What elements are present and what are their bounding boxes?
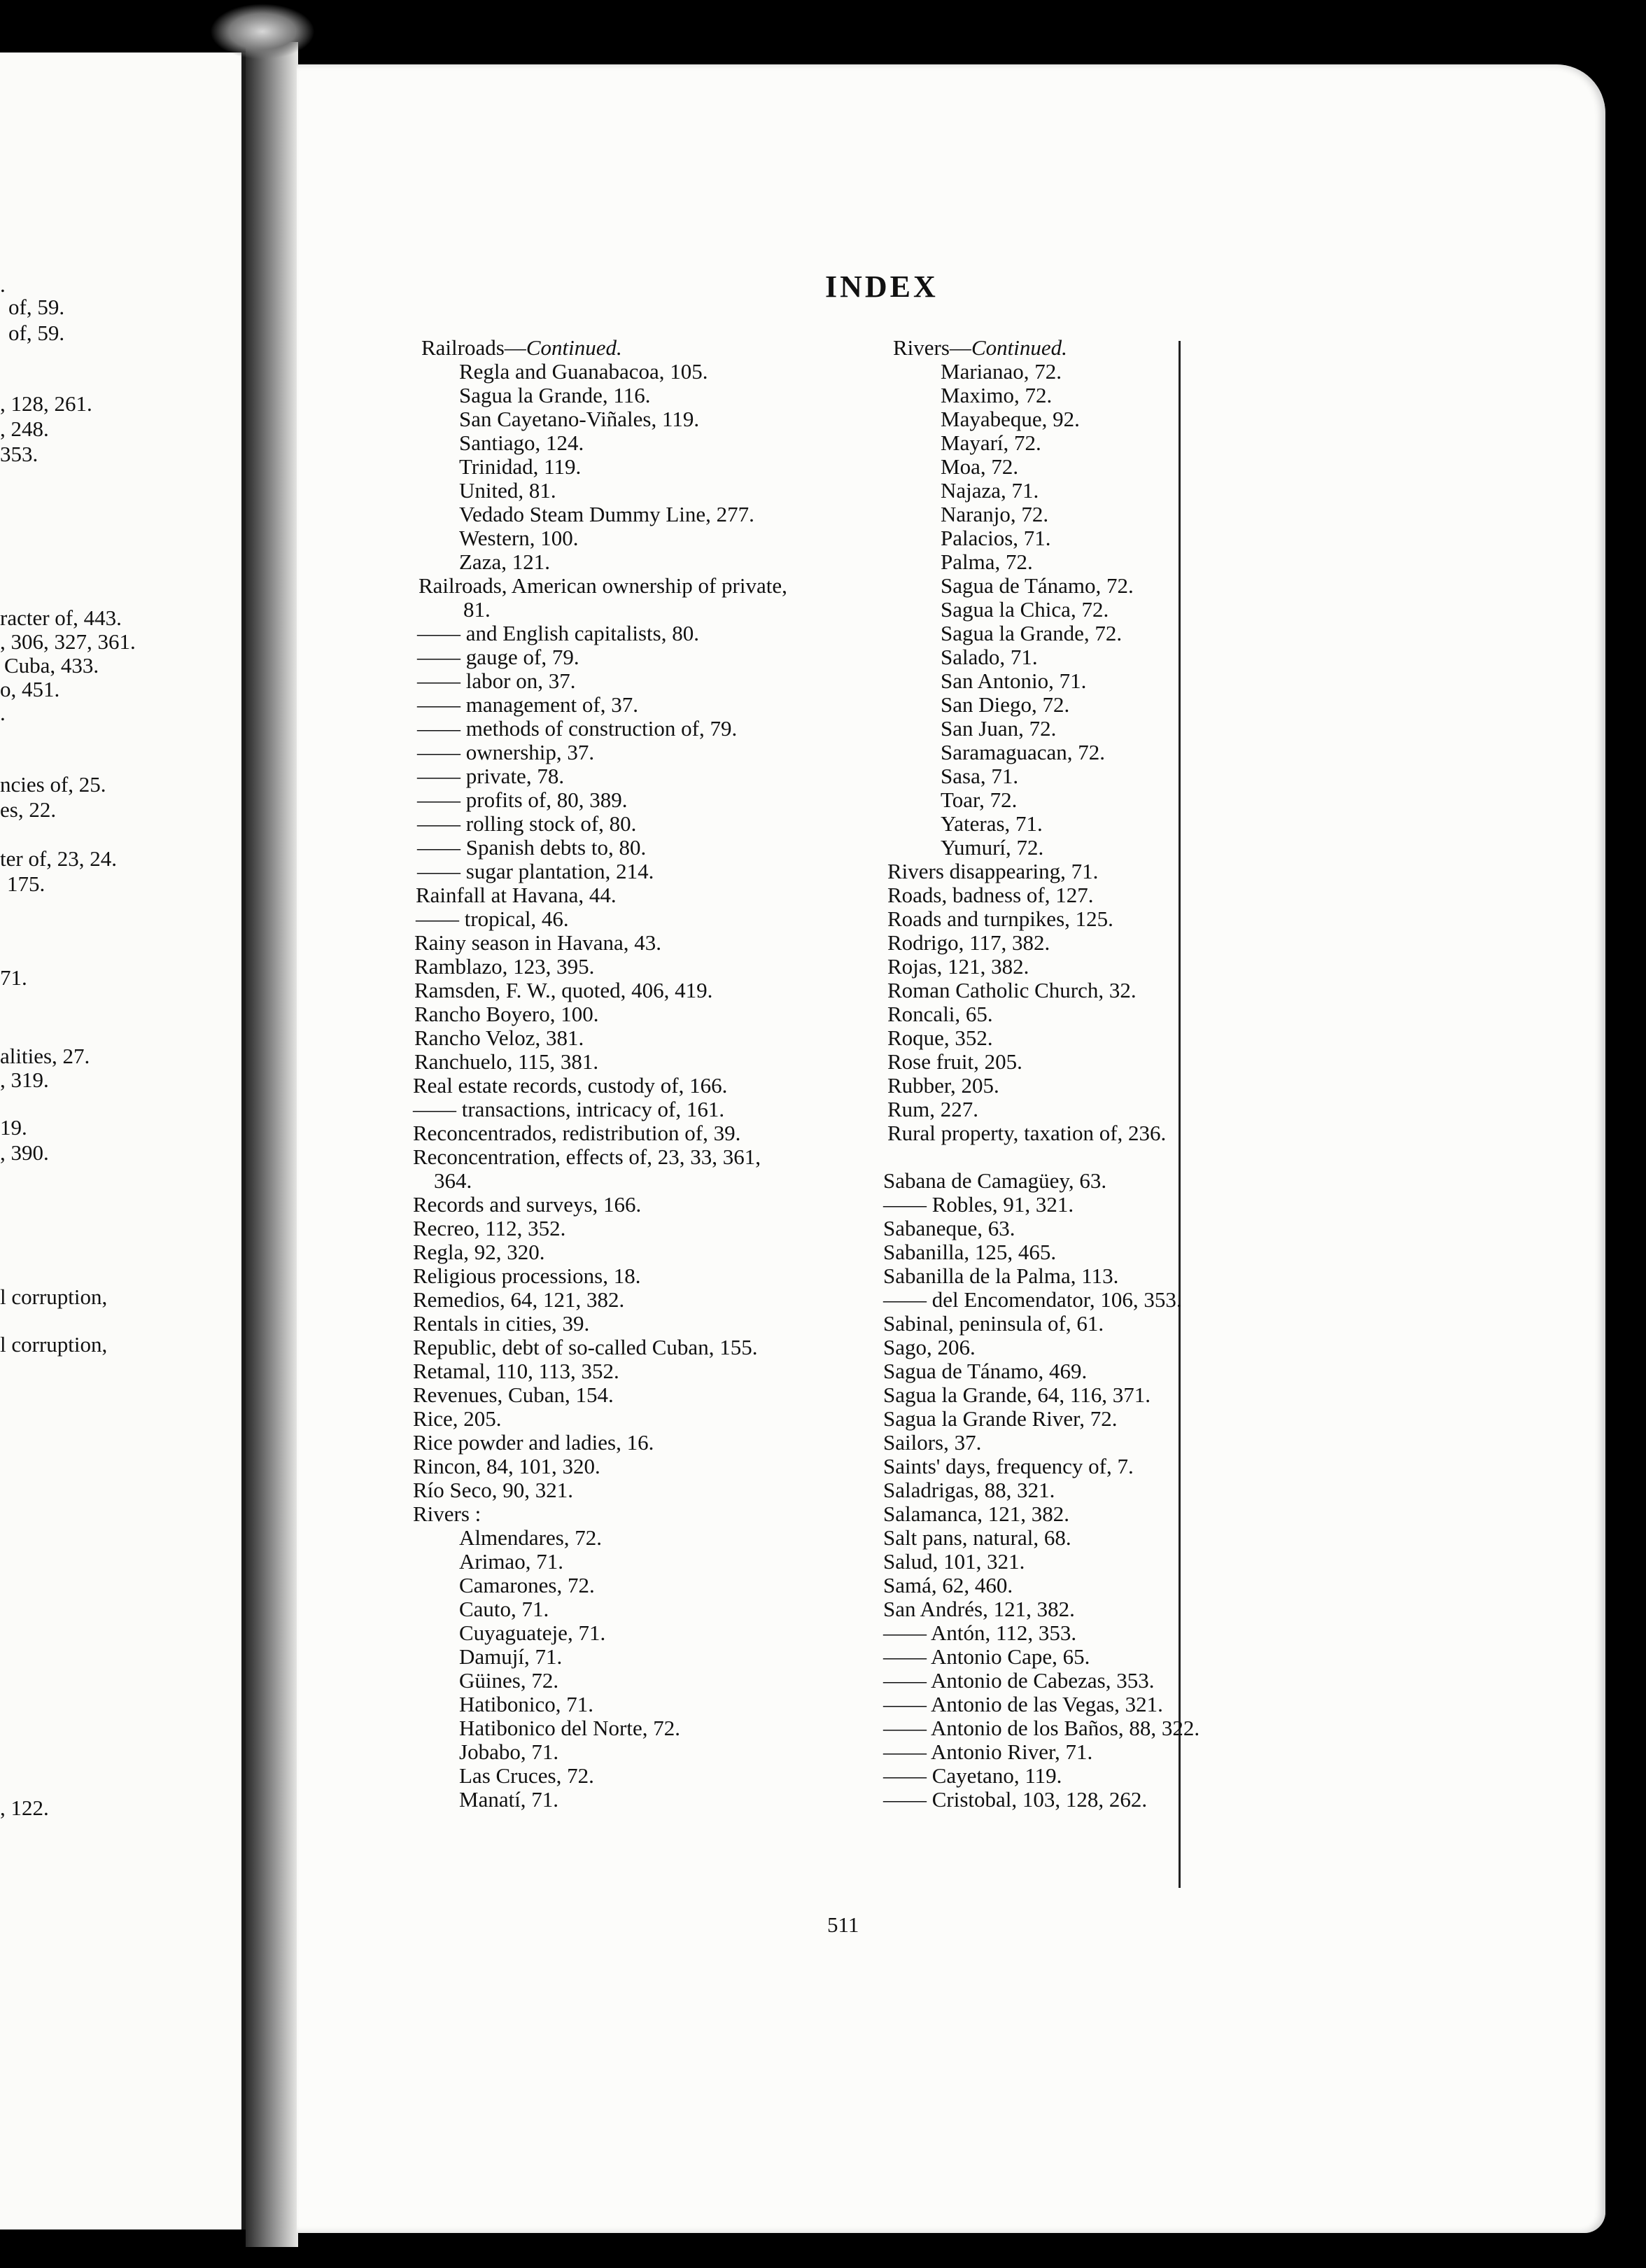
index-entry-text: Roads, badness of, 127.: [887, 883, 1094, 907]
index-entry-text: —— Robles, 91, 321.: [883, 1192, 1074, 1217]
index-entry: [413, 883, 889, 907]
index-entry: [413, 1621, 889, 1645]
index-entry-text: Maximo, 72.: [941, 383, 1053, 407]
index-entry: [871, 669, 1360, 693]
index-entry-text: Roque, 352.: [887, 1026, 993, 1050]
index-entry-text: —— Antonio de las Vegas, 321.: [883, 1692, 1163, 1716]
index-entry-text: Salt pans, natural, 68.: [883, 1525, 1071, 1550]
index-entry: [871, 336, 1360, 360]
index-entry: [413, 860, 889, 883]
index-entry: [413, 1574, 889, 1597]
index-entry-text: Recreo, 112, 352.: [413, 1216, 566, 1240]
index-entry-text: Reconcentrados, redistribution of, 39.: [413, 1121, 741, 1145]
previous-page-fragment: of, 59.: [8, 321, 65, 345]
index-page: [297, 64, 1605, 2233]
index-entry: [413, 1526, 889, 1550]
index-entry-text: —— transactions, intricacy of, 161.: [413, 1097, 725, 1121]
index-entry: [871, 526, 1360, 550]
index-entry-text: —— gauge of, 79.: [417, 645, 579, 669]
index-entry: [413, 384, 889, 407]
index-entry: [871, 1669, 1360, 1693]
index-entry-text: Retamal, 110, 113, 352.: [413, 1359, 619, 1383]
continued-label: Continued.: [526, 335, 622, 360]
index-entry-text: Western, 100.: [459, 526, 579, 550]
index-entry: [413, 1193, 889, 1217]
index-entry-text: Naranjo, 72.: [941, 502, 1049, 526]
index-entry-text: Santiago, 124.: [459, 430, 584, 455]
index-entry-text: Remedios, 64, 121, 382.: [413, 1287, 625, 1312]
index-entry-text: —— profits of, 80, 389.: [417, 788, 628, 812]
index-entry-text: Rainfall at Havana, 44.: [416, 883, 617, 907]
index-entry: [871, 717, 1360, 741]
index-entry: [871, 1288, 1360, 1312]
index-entry: [871, 1145, 1360, 1169]
index-entry-text: Salado, 71.: [941, 645, 1038, 669]
index-entry-text: Salud, 101, 321.: [883, 1549, 1025, 1574]
index-entry-text: Rivers—: [893, 335, 971, 360]
index-entry: [871, 1764, 1360, 1788]
index-entry-text: Hatibonico del Norte, 72.: [459, 1716, 680, 1740]
previous-page-fragment: alities, 27.: [0, 1044, 90, 1068]
index-entry-text: Najaza, 71.: [941, 478, 1039, 503]
index-entry-text: Real estate records, custody of, 166.: [413, 1073, 728, 1098]
index-entry: [413, 1669, 889, 1693]
index-entry: [413, 1098, 889, 1121]
index-entry-text: Camarones, 72.: [459, 1573, 595, 1597]
index-entry-text: Hatibonico, 71.: [459, 1692, 593, 1716]
index-entry-text: Railroads, American ownership of private,: [418, 573, 787, 598]
index-entry: [871, 883, 1360, 907]
previous-page-fragment: es, 22.: [0, 797, 57, 822]
index-entry: [871, 1407, 1360, 1431]
previous-page-fragment: 71.: [0, 965, 27, 990]
index-entry-text: Moa, 72.: [941, 454, 1019, 479]
index-entry-text: Rancho Veloz, 381.: [414, 1026, 584, 1050]
index-entry-text: Rainy season in Havana, 43.: [414, 930, 661, 955]
index-entry-text: San Cayetano-Viñales, 119.: [459, 407, 700, 431]
index-entry-text: Ranchuelo, 115, 381.: [414, 1049, 599, 1074]
index-entry-text: Palacios, 71.: [941, 526, 1051, 550]
index-entry: [871, 1502, 1360, 1526]
index-entry-text: Rubber, 205.: [887, 1073, 999, 1098]
index-entry-text: —— and English capitalists, 80.: [417, 621, 699, 645]
index-entry-text: Regla and Guanabacoa, 105.: [459, 359, 708, 384]
index-entry-text: Cuyaguateje, 71.: [459, 1620, 606, 1645]
previous-page: [0, 52, 246, 2230]
index-entry: [871, 1693, 1360, 1716]
index-entry: [413, 598, 889, 622]
index-entry-text: Güines, 72.: [459, 1668, 559, 1693]
previous-page-fragment: of, 59.: [8, 295, 65, 319]
index-entry-text: —— management of, 37.: [417, 692, 638, 717]
index-entry-text: Yumurí, 72.: [941, 835, 1044, 860]
previous-page-fragment: .: [0, 272, 6, 297]
index-entry: [871, 907, 1360, 931]
index-entry: [871, 812, 1360, 836]
index-entry-text: San Juan, 72.: [941, 716, 1057, 741]
index-entry: [413, 1431, 889, 1455]
index-entry: [871, 1240, 1360, 1264]
index-entry: [413, 1169, 889, 1193]
index-entry-text: Marianao, 72.: [941, 359, 1062, 384]
index-entry-text: Rivers :: [413, 1502, 481, 1526]
index-entry-text: Manatí, 71.: [459, 1787, 559, 1812]
index-entry: [413, 360, 889, 384]
index-entry-text: —— Antonio River, 71.: [883, 1740, 1093, 1764]
index-entry-text: Reconcentration, effects of, 23, 33, 361,: [413, 1144, 761, 1169]
index-entry-text: —— labor on, 37.: [417, 668, 576, 693]
index-entry: [871, 1716, 1360, 1740]
index-entry: [871, 1574, 1360, 1597]
index-entry-text: Rice, 205.: [413, 1406, 502, 1431]
index-entry-text: Rodrigo, 117, 382.: [887, 930, 1050, 955]
index-entry-text: San Diego, 72.: [941, 692, 1070, 717]
previous-page-fragment: , 248.: [0, 416, 49, 441]
index-entry: [413, 503, 889, 526]
index-entry: [871, 431, 1360, 455]
index-entry-text: Damují, 71.: [459, 1644, 563, 1669]
index-entry: [871, 1217, 1360, 1240]
index-entry-text: Sago, 206.: [883, 1335, 976, 1359]
index-entry-text: Sagua la Grande River, 72.: [883, 1406, 1118, 1431]
index-entry-text: Revenues, Cuban, 154.: [413, 1382, 614, 1407]
index-entry-text: Palma, 72.: [941, 550, 1033, 574]
index-entry-text: Sagua la Grande, 116.: [459, 383, 651, 407]
index-entry-text: Zaza, 121.: [459, 550, 550, 574]
book-spine: [246, 42, 298, 2247]
index-entry: [413, 1002, 889, 1026]
page-number: 511: [827, 1912, 859, 1937]
index-entry-text: San Andrés, 121, 382.: [883, 1597, 1075, 1621]
index-entry: [413, 717, 889, 741]
index-entry-text: —— Antonio de Cabezas, 353.: [883, 1668, 1155, 1693]
index-entry: [871, 1788, 1360, 1812]
index-entry: [871, 860, 1360, 883]
index-entry-text: Ramsden, F. W., quoted, 406, 419.: [414, 978, 713, 1002]
index-entry-text: Sabaneque, 63.: [883, 1216, 1015, 1240]
index-entry: [413, 526, 889, 550]
index-entry: [413, 455, 889, 479]
index-entry: [413, 1050, 889, 1074]
index-entry-text: Jobabo, 71.: [459, 1740, 559, 1764]
index-entry: [871, 384, 1360, 407]
index-entry: [413, 1288, 889, 1312]
index-entry: [413, 1264, 889, 1288]
index-entry-text: —— Antonio de los Baños, 88, 322.: [883, 1716, 1200, 1740]
index-entry-text: Mayarí, 72.: [941, 430, 1041, 455]
index-entry: [413, 479, 889, 503]
index-entry: [871, 407, 1360, 431]
index-entry-text: Roads and turnpikes, 125.: [887, 906, 1113, 931]
index-entry: [413, 1716, 889, 1740]
index-entry: [871, 550, 1360, 574]
index-entry-text: Rose fruit, 205.: [887, 1049, 1022, 1074]
index-entry-text: United, 81.: [459, 478, 556, 503]
index-entry-text: Sagua de Tánamo, 469.: [883, 1359, 1088, 1383]
index-entry: [413, 693, 889, 717]
index-entry-text: —— rolling stock of, 80.: [417, 811, 637, 836]
index-entry: [413, 1359, 889, 1383]
index-entry-text: Sagua la Chica, 72.: [941, 597, 1109, 622]
index-entry: [871, 622, 1360, 645]
index-entry: [413, 931, 889, 955]
index-entry: [871, 1074, 1360, 1098]
index-entry-text: —— sugar plantation, 214.: [417, 859, 654, 883]
index-entry-text: Saints' days, frequency of, 7.: [883, 1454, 1134, 1478]
index-entry: [871, 1383, 1360, 1407]
index-entry: [413, 741, 889, 764]
index-entry: [871, 1312, 1360, 1336]
page-title: INDEX: [825, 270, 938, 304]
index-entry-text: Regla, 92, 320.: [413, 1240, 545, 1264]
index-entry-text: —— Cristobal, 103, 128, 262.: [883, 1787, 1148, 1812]
index-entry: [871, 1098, 1360, 1121]
index-entry: [413, 1026, 889, 1050]
index-entry-text: —— Antón, 112, 353.: [883, 1620, 1077, 1645]
index-entry-text: Samá, 62, 460.: [883, 1573, 1013, 1597]
index-entry: [871, 955, 1360, 979]
previous-page-fragment: l corruption,: [0, 1332, 108, 1357]
index-entry: [871, 931, 1360, 955]
index-entry-text: —— Antonio Cape, 65.: [883, 1644, 1090, 1669]
index-entry: [871, 1478, 1360, 1502]
index-entry-text: Rentals in cities, 39.: [413, 1311, 590, 1336]
index-entry-text: —— tropical, 46.: [416, 906, 569, 931]
index-entry-text: Roman Catholic Church, 32.: [887, 978, 1137, 1002]
index-entry: [413, 645, 889, 669]
index-entry-text: Almendares, 72.: [459, 1525, 603, 1550]
index-entry: [413, 1478, 889, 1502]
index-entry: [413, 1312, 889, 1336]
index-entry: [871, 1336, 1360, 1359]
previous-page-fragment: racter of, 443.: [0, 606, 122, 630]
index-entry: [413, 622, 889, 645]
index-entry-text: Yateras, 71.: [941, 811, 1043, 836]
index-entry-text: Rum, 227.: [887, 1097, 979, 1121]
index-entry-text: Cauto, 71.: [459, 1597, 549, 1621]
index-entry: [871, 1740, 1360, 1764]
index-entry: [871, 479, 1360, 503]
index-entry: [871, 1526, 1360, 1550]
index-entry: [871, 1026, 1360, 1050]
index-entry: [871, 693, 1360, 717]
index-entry: [413, 1693, 889, 1716]
index-entry-text: Río Seco, 90, 321.: [413, 1478, 574, 1502]
index-entry-text: Sasa, 71.: [941, 764, 1019, 788]
index-entry-text: Railroads—: [421, 335, 526, 360]
index-entry-text: 81.: [463, 597, 491, 622]
index-entry: [871, 1645, 1360, 1669]
index-entry: [871, 788, 1360, 812]
index-entry: [413, 1455, 889, 1478]
index-entry: [871, 836, 1360, 860]
index-entry-text: Sabanilla de la Palma, 113.: [883, 1264, 1119, 1288]
index-entry: [871, 1002, 1360, 1026]
index-entry: [413, 431, 889, 455]
index-entry: [871, 1431, 1360, 1455]
index-entry: [871, 598, 1360, 622]
index-entry-text: Rancho Boyero, 100.: [414, 1002, 599, 1026]
index-entry: [871, 1169, 1360, 1193]
previous-page-fragment: 175.: [7, 872, 45, 896]
index-entry: [413, 1217, 889, 1240]
previous-page-fragment: .: [0, 701, 6, 725]
index-entry-text: Rincon, 84, 101, 320.: [413, 1454, 600, 1478]
index-entry: [413, 979, 889, 1002]
index-entry: [871, 741, 1360, 764]
index-entry: [413, 1740, 889, 1764]
previous-page-fragment: 353.: [0, 442, 38, 466]
index-entry: [413, 788, 889, 812]
index-entry-text: —— Cayetano, 119.: [883, 1763, 1062, 1788]
index-entry-text: —— Spanish debts to, 80.: [417, 835, 647, 860]
previous-page-fragment: , 122.: [0, 1795, 49, 1820]
index-entry: [871, 360, 1360, 384]
index-entry: [871, 455, 1360, 479]
index-entry: [413, 574, 889, 598]
previous-page-fragment: 19.: [0, 1115, 27, 1140]
index-entry: [413, 1788, 889, 1812]
index-entry-text: Sailors, 37.: [883, 1430, 982, 1455]
index-entry-text: Roncali, 65.: [887, 1002, 993, 1026]
index-entry: [871, 1050, 1360, 1074]
index-entry-text: Rivers disappearing, 71.: [887, 859, 1099, 883]
index-entry: [871, 1455, 1360, 1478]
previous-page-fragment: , 128, 261.: [0, 391, 92, 416]
index-entry: [871, 764, 1360, 788]
index-entry-text: —— ownership, 37.: [417, 740, 595, 764]
index-entry: [413, 764, 889, 788]
index-entry: [413, 1074, 889, 1098]
index-column-left: [413, 336, 889, 1812]
index-entry: [413, 1121, 889, 1145]
index-entry-text: 364.: [434, 1168, 472, 1193]
previous-page-fragment: , 390.: [0, 1140, 49, 1165]
index-entry-text: Sabinal, peninsula of, 61.: [883, 1311, 1104, 1336]
index-column-right: [871, 336, 1360, 1812]
index-entry-text: —— del Encomendator, 106, 353.: [883, 1287, 1182, 1312]
index-entry-text: Salamanca, 121, 382.: [883, 1502, 1070, 1526]
index-entry-text: Republic, debt of so-called Cuban, 155.: [413, 1335, 758, 1359]
index-entry-text: Sabanilla, 125, 465.: [883, 1240, 1057, 1264]
index-entry-text: Vedado Steam Dummy Line, 277.: [459, 502, 754, 526]
index-entry-text: Saramaguacan, 72.: [941, 740, 1105, 764]
index-entry-text: Saladrigas, 88, 321.: [883, 1478, 1055, 1502]
index-entry: [413, 1383, 889, 1407]
index-entry: [413, 1145, 889, 1169]
index-entry: [413, 812, 889, 836]
index-entry: [413, 1645, 889, 1669]
index-entry: [413, 907, 889, 931]
index-entry: [413, 1240, 889, 1264]
index-entry: [871, 979, 1360, 1002]
previous-page-fragment: ter of, 23, 24.: [0, 846, 118, 871]
index-entry: [413, 1336, 889, 1359]
index-entry-text: Rice powder and ladies, 16.: [413, 1430, 654, 1455]
index-entry-text: San Antonio, 71.: [941, 668, 1087, 693]
scan-artifact: [210, 4, 315, 59]
index-entry: [413, 1764, 889, 1788]
index-entry: [871, 574, 1360, 598]
index-entry-text: Sabana de Camagüey, 63.: [883, 1168, 1107, 1193]
previous-page-fragment: , 306, 327, 361.: [0, 629, 136, 654]
index-entry: [871, 1359, 1360, 1383]
continued-label: Continued.: [971, 335, 1067, 360]
index-entry-text: Records and surveys, 166.: [413, 1192, 642, 1217]
index-entry: [413, 336, 889, 360]
index-entry-text: Sagua la Grande, 72.: [941, 621, 1123, 645]
previous-page-fragment: Cuba, 433.: [4, 653, 99, 678]
index-entry: [871, 1621, 1360, 1645]
index-entry: [413, 1502, 889, 1526]
index-entry: [413, 550, 889, 574]
index-entry-text: Sagua de Tánamo, 72.: [941, 573, 1134, 598]
index-entry-text: Sagua la Grande, 64, 116, 371.: [883, 1382, 1151, 1407]
index-entry-text: Rojas, 121, 382.: [887, 954, 1029, 979]
index-entry-text: —— private, 78.: [417, 764, 565, 788]
index-entry-text: Las Cruces, 72.: [459, 1763, 594, 1788]
previous-page-fragment: , 319.: [0, 1068, 49, 1092]
index-entry: [871, 503, 1360, 526]
index-entry: [871, 1264, 1360, 1288]
index-entry-text: —— methods of construction of, 79.: [417, 716, 738, 741]
index-entry: [871, 1193, 1360, 1217]
index-entry: [413, 836, 889, 860]
index-entry-text: Trinidad, 119.: [459, 454, 582, 479]
index-entry: [413, 1407, 889, 1431]
index-entry-text: Ramblazo, 123, 395.: [414, 954, 595, 979]
index-entry: [413, 407, 889, 431]
index-entry: [871, 1597, 1360, 1621]
index-entry: [413, 1550, 889, 1574]
index-entry-text: Mayabeque, 92.: [941, 407, 1080, 431]
previous-page-fragment: o, 451.: [0, 677, 60, 701]
index-entry: [413, 669, 889, 693]
previous-page-fragment: ncies of, 25.: [0, 772, 106, 797]
index-entry-text: Rural property, taxation of, 236.: [887, 1121, 1167, 1145]
index-entry: [871, 1550, 1360, 1574]
index-entry: [871, 645, 1360, 669]
previous-page-fragment: l corruption,: [0, 1284, 108, 1309]
index-entry: [413, 955, 889, 979]
index-entry-text: Toar, 72.: [941, 788, 1018, 812]
index-entry: [413, 1597, 889, 1621]
index-entry: [871, 1121, 1360, 1145]
index-entry-text: Religious processions, 18.: [413, 1264, 641, 1288]
index-entry-text: Arimao, 71.: [459, 1549, 563, 1574]
